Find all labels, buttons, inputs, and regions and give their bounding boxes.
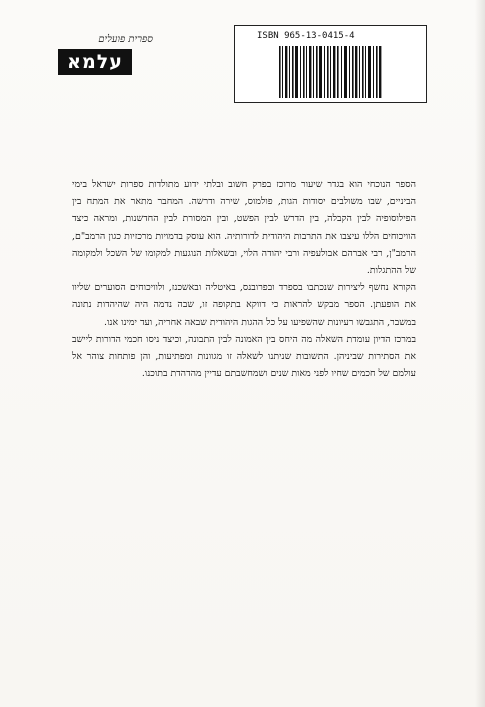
paragraph: הקורא נחשף ליצירות שנכתבו בספרד ובפרובנס, באיטליה ובאשכנז, ולוויכוחים הסוערים שליוו את הופעתן. הספר מבקש להראות כי דווקא בתקופה זו, שבה נדמה היה שהיהדות נתונה במשבר, התגבשו רעיונות שהשפיעו על כל ההגות היהודית שבאה אחריה, ועד ימינו אנו. <box>72 282 416 328</box>
paragraph: במרכז הדיון עומדת השאלה מה היחס בין האמונה לבין התבונה, וכיצד ניסו חכמי הדורות ליישב את הסתירות שביניהן. התשובות שניתנו לשאלה זו מגוונות ומפתיעות, והן פותחות צוהר אל עולמם של חכמים שחיו לפני מאות שנים ושמחשבתם עדיין מהדהדת בתוכנו. <box>72 333 416 380</box>
barcode-icon <box>279 46 383 98</box>
publisher-logo: עלמא <box>58 49 132 75</box>
page-edge-shadow <box>475 0 485 707</box>
blurb-text <box>72 176 416 382</box>
barcode-label <box>234 25 427 103</box>
publisher-block <box>58 34 153 75</box>
publisher-subtitle: ספרית פועלים <box>98 34 153 45</box>
isbn-number: ISBN 965-13-0415-4 <box>257 31 355 41</box>
paragraph: הספר הנוכחי הוא בגדר שיעור מרוכז בפרק חשוב ובלתי ידוע מתולדות ספרות ישראל בימי הביניים, שבו משולבים יסודות הגות, פולמוס, שירה ודרשה. המחבר מתאר את המתח בין הפילוסופיה לבין הקבלה, בין הדרש לבין הפשט, ובין המסורת לבין החדשנות, ומראה כיצד הוויכוחים הללו עיצבו את התרבות היהודית לדורותיה. הוא עוסק בדמויות מרכזיות כגון הרמב"ם, הרמב"ן, רבי אברהם אבולעפיה ורבי יהודה הלוי, ובשאלות הנוגעות למקומו של השכל ולמקומה של ההתגלות. <box>72 179 416 277</box>
